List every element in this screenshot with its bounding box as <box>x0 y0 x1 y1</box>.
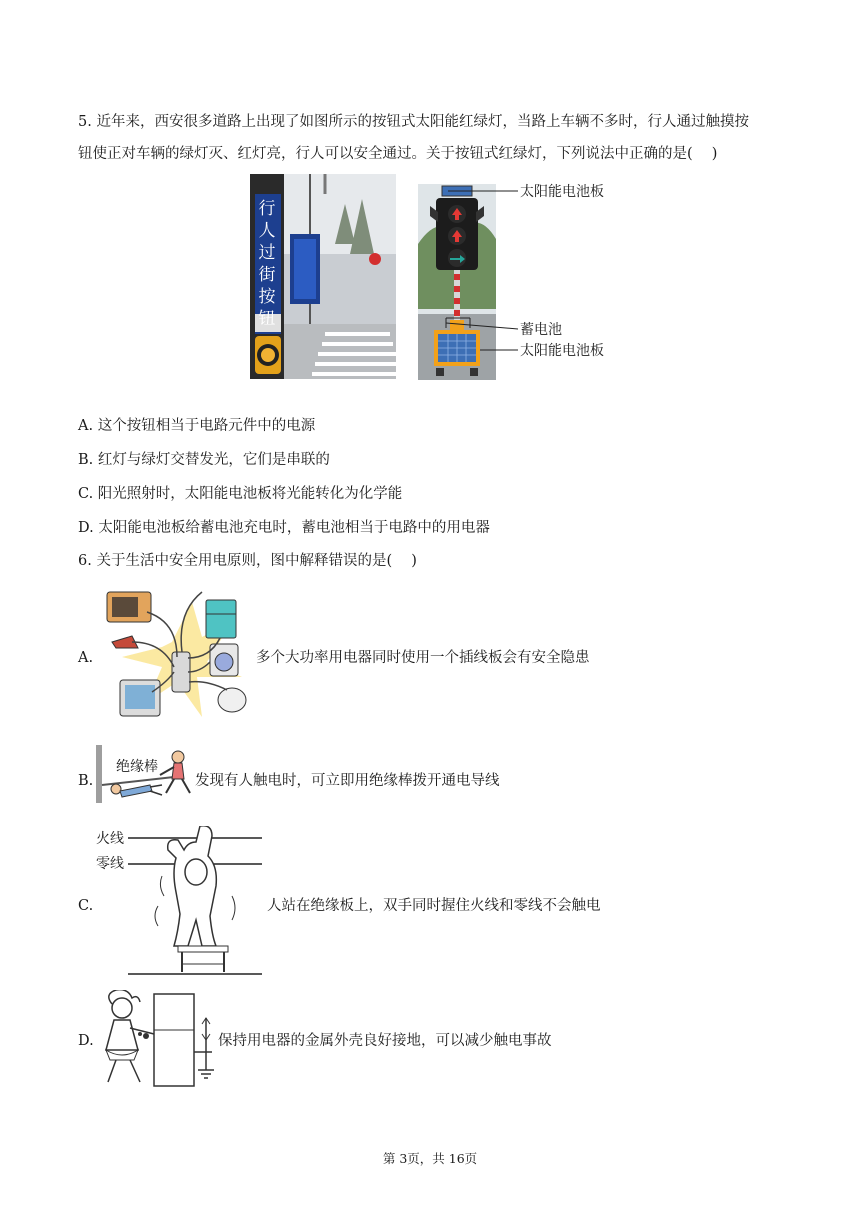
q6-option-b-text: 发现有人触电时，可立即用绝缘棒拨开通电导线 <box>195 773 500 789</box>
q6-option-b-letter: B. <box>78 773 94 789</box>
crossing-button-sign-text: 行人过街按钮 <box>258 199 276 329</box>
q6-stem: 6. 关于生活中安全用电原则，图中解释错误的是( ) <box>78 553 417 569</box>
q6-option-d-letter: D. <box>78 1033 94 1049</box>
q5-option-c: C. 阳光照射时，太阳能电池板将光能转化为化学能 <box>78 486 403 502</box>
q6-option-c-text: 人站在绝缘板上，双手同时握住火线和零线不会触电 <box>267 898 601 914</box>
neutral-wire-label: 零线 <box>96 856 124 872</box>
q6-option-c-letter: C. <box>78 898 94 914</box>
label-leader-lines <box>440 184 520 354</box>
q5-stem-line2: 钮使正对车辆的绿灯灭、红灯亮，行人可以安全通过。关于按钮式红绿灯，下列说法中正确的是( ) <box>78 146 718 162</box>
q6-option-d-text: 保持用电器的金属外壳良好接地，可以减少触电事故 <box>218 1033 552 1049</box>
live-wire-label: 火线 <box>96 831 124 847</box>
q5-option-b: B. 红灯与绿灯交替发光，它们是串联的 <box>78 452 330 468</box>
q5-option-d: D. 太阳能电池板给蓄电池充电时，蓄电池相当于电路中的用电器 <box>78 520 490 536</box>
label-solar-panel-bottom: 太阳能电池板 <box>520 343 604 359</box>
q6-option-a-text: 多个大功率用电器同时使用一个插线板会有安全隐患 <box>256 650 590 666</box>
page-footer: 第 3页，共 16页 <box>382 1151 478 1166</box>
label-battery: 蓄电池 <box>520 322 562 338</box>
overloaded-power-strip-illustration <box>102 582 257 730</box>
insulated-rod-label: 绝缘棒 <box>116 759 158 775</box>
q5-option-a: A. 这个按钮相当于电路元件中的电源 <box>78 418 316 434</box>
grounded-appliance-illustration <box>96 990 220 1090</box>
q5-stem-line1: 5. 近年来，西安很多道路上出现了如图所示的按钮式太阳能红绿灯，当路上车辆不多时，行人通过触摸按 <box>78 114 749 130</box>
label-solar-panel-top: 太阳能电池板 <box>520 184 604 200</box>
q6-option-a-letter: A. <box>78 650 94 666</box>
